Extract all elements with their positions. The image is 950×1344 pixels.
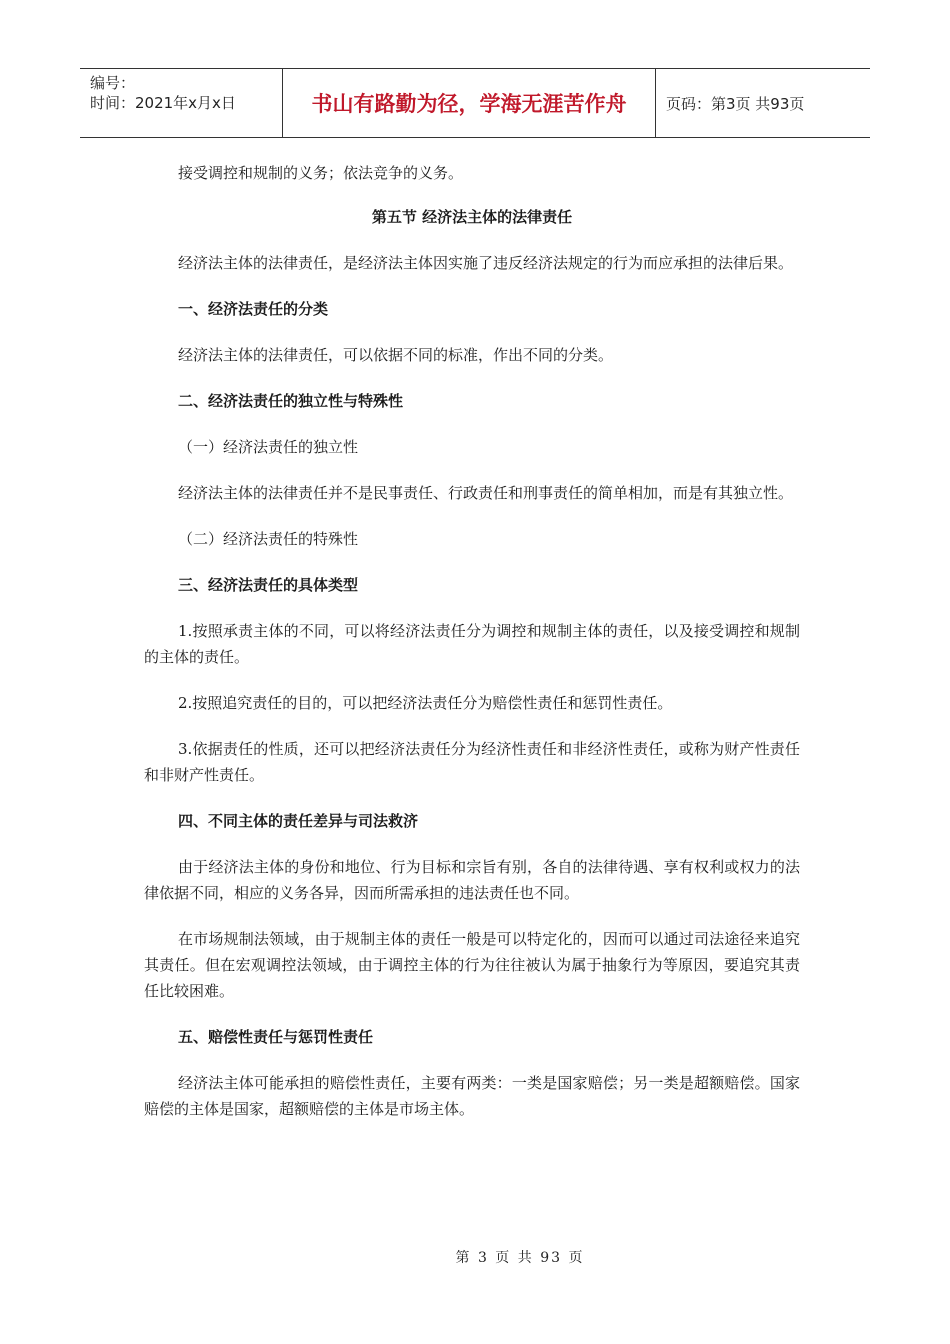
- heading: 四、不同主体的责任差异与司法救济: [178, 812, 419, 830]
- doc-number-label: 编号：: [90, 74, 136, 92]
- heading: 二、经济法责任的独立性与特殊性: [178, 392, 404, 410]
- header-motto: 书山有路勤为径，学海无涯苦作舟: [283, 69, 656, 137]
- paragraph: 经济法主体可能承担的赔偿性责任，主要有两类：一类是国家赔偿；另一类是超额赔偿。国家赔偿的主体是国家，超额赔偿的主体是市场主体。: [144, 1074, 800, 1118]
- section-title: 第五节 经济法主体的法律责任: [371, 208, 573, 226]
- subheading: （二）经济法责任的特殊性: [178, 530, 359, 548]
- paragraph: 经济法主体的法律责任，是经济法主体因实施了违反经济法规定的行为而应承担的法律后果。: [178, 254, 794, 272]
- paragraph: 由于经济法主体的身份和地位、行为目标和宗旨有别，各自的法律待遇、享有权利或权力的法律依据不同，相应的义务各异，因而所需承担的违法责任也不同。: [144, 858, 800, 902]
- page-footer: 第 3 页 共 93 页: [455, 1250, 585, 1266]
- document-body: [144, 150, 800, 1122]
- paragraph: 2.按照追究责任的目的，可以把经济法责任分为赔偿性责任和惩罚性责任。: [178, 694, 673, 712]
- page-header: [80, 68, 870, 138]
- heading: 三、经济法责任的具体类型: [178, 576, 359, 594]
- paragraph: 经济法主体的法律责任，可以依据不同的标准，作出不同的分类。: [178, 346, 614, 364]
- paragraph: 在市场规制法领域，由于规制主体的责任一般是可以特定化的，因而可以通过司法途径来追究其责任。但在宏观调控法领域，由于调控主体的行为往往被认为属于抽象行为等原因，要追究其责任比较困难。: [144, 930, 800, 1000]
- paragraph: 3.依据责任的性质，还可以把经济法责任分为经济性责任和非经济性责任，或称为财产性责任和非财产性责任。: [144, 740, 800, 784]
- subheading: （一）经济法责任的独立性: [178, 438, 359, 456]
- header-page-code: 页码：第3页 共93页: [666, 94, 805, 113]
- doc-date-label: 时间：2021年x月x日: [90, 94, 236, 112]
- header-meta: [80, 69, 283, 137]
- paragraph: 接受调控和规制的义务；依法竞争的义务。: [178, 164, 464, 182]
- paragraph: 经济法主体的法律责任并不是民事责任、行政责任和刑事责任的简单相加，而是有其独立性。: [178, 484, 794, 502]
- paragraph: 1.按照承责主体的不同，可以将经济法责任分为调控和规制主体的责任，以及接受调控和规制的主体的责任。: [144, 622, 800, 666]
- heading: 一、经济法责任的分类: [178, 300, 329, 318]
- heading: 五、赔偿性责任与惩罚性责任: [178, 1028, 374, 1046]
